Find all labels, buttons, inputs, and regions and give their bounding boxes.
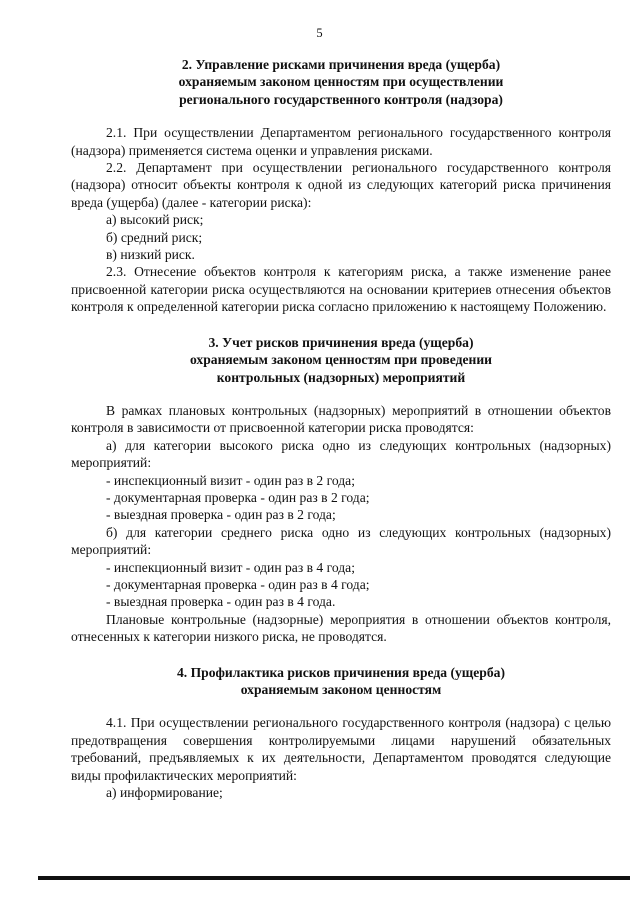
heading-line: охраняемым законом ценностям при проведении (189, 352, 493, 368)
paragraph-2-1: 2.1. При осуществлении Департаментом регионального государственного контроля (надзора) применяется система оценки и управления рисками. (71, 125, 611, 158)
paragraph-3-a: а) для категории высокого риска одно из следующих контрольных (надзорных) мероприятий: (71, 437, 611, 471)
section-2-heading (71, 56, 611, 108)
paragraph-2-3: 2.3. Отнесение объектов контроля к категориям риска, а также изменение ранее присвоенной категории риска осуществляются на основании критериев отнесения объектов контроля к определенной категории риска согласно приложению к настоящему Положению. (71, 264, 611, 315)
list-item-dash: - выездная проверка - один раз в 2 года; (106, 507, 336, 523)
paragraph-3-intro: В рамках плановых контрольных (надзорных) мероприятий в отношении объектов контроля в зависимости от присвоенной категории риска проводятся: (71, 402, 611, 436)
list-item-dash: - выездная проверка - один раз в 4 года. (106, 594, 336, 610)
list-item-high-risk: а) высокий риск; (106, 212, 204, 228)
list-item-dash: - инспекционный визит - один раз в 4 года; (106, 559, 355, 575)
list-item-informing: а) информирование; (106, 785, 223, 801)
list-item-dash: - инспекционный визит - один раз в 2 года; (106, 472, 355, 488)
heading-line: 2. Управление рисками причинения вреда (ущерба) (181, 57, 501, 72)
list-item-dash: - документарная проверка - один раз в 4 года; (106, 576, 370, 592)
paragraph-4-1: 4.1. При осуществлении регионального государственного контроля (надзора) с целью предотвращения совершения контролируемыми лицами нарушений обязательных требований, предъявляемых к их деятельности, Департаментом проводятся следующие виды профилактических мероприятий: (71, 715, 611, 783)
heading-line: 4. Профилактика рисков причинения вреда (ущерба) (177, 664, 505, 680)
paragraph-2-2: 2.2. Департамент при осуществлении регионального государственного контроля (надзора) относит объекты контроля к одной из следующих категорий риска причинения вреда (ущерба) (далее - категории риска): (71, 160, 611, 210)
heading-line: охраняемым законом ценностям при осуществлении (178, 74, 504, 90)
paragraph-3-low-risk: Плановые контрольные (надзорные) мероприятия в отношении объектов контроля, отнесенных к категории низкого риска, не проводятся. (71, 611, 611, 645)
list-item-medium-risk: б) средний риск; (106, 229, 203, 245)
bottom-rule (38, 876, 630, 880)
heading-line: 3. Учет рисков причинения вреда (ущерба) (208, 334, 474, 350)
list-item-dash: - документарная проверка - один раз в 2 года; (106, 489, 370, 505)
page-number: 5 (316, 26, 323, 40)
heading-line: охраняемым законом ценностям (240, 682, 442, 697)
document-body (71, 56, 611, 801)
paragraph-3-b: б) для категории среднего риска одно из следующих контрольных (надзорных) мероприятий: (71, 524, 611, 558)
section-3-heading (71, 334, 611, 386)
heading-line: регионального государственного контроля (надзора) (179, 91, 503, 107)
heading-line: контрольных (надзорных) мероприятий (216, 369, 466, 385)
list-item-low-risk: в) низкий риск. (106, 247, 195, 263)
section-4-heading (71, 664, 611, 699)
